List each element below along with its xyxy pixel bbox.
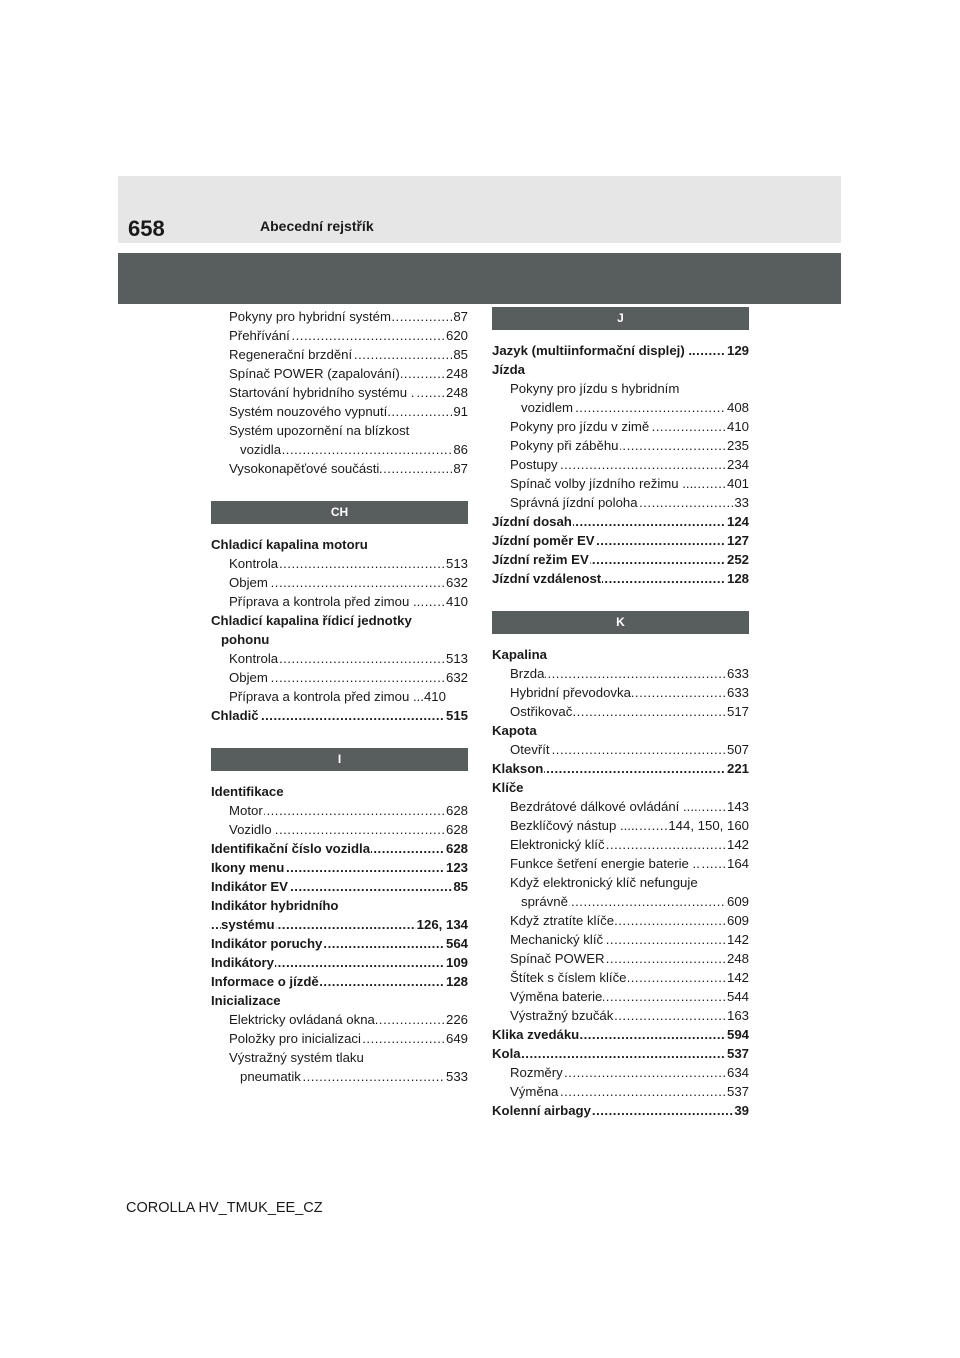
entry-label: Funkce šetření energie baterie .. — [510, 856, 700, 871]
entry-label: Inicializace — [211, 993, 281, 1008]
entry-label: Objem — [229, 575, 268, 590]
index-entry-heading — [492, 531, 749, 550]
entry-page-number: 517 — [726, 704, 749, 719]
entry-page-number: 248 — [445, 366, 468, 381]
index-entry — [492, 949, 749, 968]
entry-label: Kontrola — [229, 556, 279, 571]
spacer — [211, 524, 468, 535]
entry-page-number: 533 — [445, 1069, 468, 1084]
index-entry — [492, 417, 749, 436]
entry-page-number: 109 — [445, 955, 468, 970]
entry-label: Výstražný bzučák — [510, 1008, 614, 1023]
index-entry-heading — [492, 550, 749, 569]
entry-page-number: 33 — [734, 495, 749, 510]
index-column-right — [492, 307, 749, 1120]
index-entry — [211, 820, 468, 839]
header-dark-bar — [118, 253, 841, 304]
entry-page-number: 128 — [726, 571, 749, 586]
entry-label: Ikony menu — [211, 860, 285, 875]
index-entry — [492, 1006, 749, 1025]
index-entry-heading — [211, 934, 468, 953]
index-entry-heading — [492, 1044, 749, 1063]
entry-page-number: 515 — [445, 708, 468, 723]
entry-label: Bezklíčový nástup ..... — [510, 818, 639, 833]
entry-page-number: 248 — [445, 385, 468, 400]
entry-page-number: 507 — [726, 742, 749, 757]
spacer — [492, 330, 749, 341]
entry-label: Indikátor EV — [211, 879, 288, 894]
entry-label: pohonu — [221, 632, 270, 647]
entry-page-number: 128 — [445, 974, 468, 989]
entry-label: Indikátor hybridního — [211, 898, 339, 913]
entry-label: systému — [221, 917, 275, 932]
index-entry — [211, 440, 468, 459]
index-entry — [211, 554, 468, 573]
entry-page-number: 124 — [726, 514, 749, 529]
index-entry — [492, 968, 749, 987]
entry-label: Identifikace — [211, 784, 284, 799]
index-entry — [492, 398, 749, 417]
spacer — [211, 478, 468, 501]
entry-label: Klakson — [492, 761, 544, 776]
index-entry-heading — [492, 360, 749, 379]
index-entry — [211, 915, 468, 934]
index-entry — [211, 459, 468, 478]
entry-label: Elektricky ovládaná okna — [229, 1012, 375, 1027]
entry-page-number: 85 — [453, 347, 468, 362]
entry-label: Elektronický klíč — [510, 837, 605, 852]
entry-page-number: 609 — [726, 913, 749, 928]
entry-label: Mechanický klíč — [510, 932, 604, 947]
index-entry — [211, 364, 468, 383]
index-entry — [492, 379, 749, 398]
index-entry — [492, 892, 749, 911]
index-entry — [492, 1063, 749, 1082]
index-entry-heading — [492, 1025, 749, 1044]
index-entry — [211, 402, 468, 421]
entry-page-number: 87 — [453, 461, 468, 476]
index-entry-heading — [211, 991, 468, 1010]
entry-label: Kapota — [492, 723, 537, 738]
entry-page-number: 129 — [726, 343, 749, 358]
entry-label: Když ztratíte klíče — [510, 913, 615, 928]
entry-label: Klíče — [492, 780, 524, 795]
index-entry — [492, 702, 749, 721]
index-entry-heading — [211, 858, 468, 877]
index-entry — [211, 801, 468, 820]
entry-page-number: 87 — [453, 309, 468, 324]
index-entry-heading — [492, 759, 749, 778]
entry-label: Spínač volby jízdního režimu .... — [510, 476, 697, 491]
entry-label: Bezdrátové dálkové ovládání .... — [510, 799, 698, 814]
entry-label: Chladicí kapalina řídicí jednotky — [211, 613, 412, 628]
entry-page-number: 632 — [445, 575, 468, 590]
entry-label: správně — [521, 894, 568, 909]
index-entry-heading — [492, 645, 749, 664]
entry-page-number: 221 — [726, 761, 749, 776]
entry-page-number: 91 — [453, 404, 468, 419]
index-entry — [492, 911, 749, 930]
entry-page-number: 513 — [445, 556, 468, 571]
entry-page-number: 126, 134 — [416, 917, 468, 932]
entry-label: Rozměry — [510, 1065, 563, 1080]
entry-label: Pokyny pro jízdu v zimě — [510, 419, 650, 434]
spacer — [211, 771, 468, 782]
entry-label: pneumatik — [240, 1069, 301, 1084]
entry-label: Motor — [229, 803, 263, 818]
entry-label: Pokyny pro hybridní systém — [229, 309, 391, 324]
index-entry — [211, 1048, 468, 1067]
index-entry-heading — [492, 512, 749, 531]
entry-page-number: 252 — [726, 552, 749, 567]
index-entry — [211, 1029, 468, 1048]
entry-label: Jízdní režim EV — [492, 552, 589, 567]
entry-page-number: 39 — [734, 1103, 749, 1118]
index-entry — [211, 1010, 468, 1029]
entry-page-number: 410 — [445, 594, 468, 609]
entry-label: Indikátory — [211, 955, 275, 970]
index-entry-heading — [211, 782, 468, 801]
entry-page-number: 564 — [445, 936, 468, 951]
index-entry-heading — [492, 569, 749, 588]
entry-page-number: 226 — [445, 1012, 468, 1027]
page-title: Abecední rejstřík — [260, 218, 374, 234]
index-entry — [492, 816, 749, 835]
index-entry — [492, 835, 749, 854]
index-entry-heading — [211, 896, 468, 915]
entry-label: Pokyny pro jízdu s hybridním — [510, 381, 680, 396]
entry-page-number: 127 — [726, 533, 749, 548]
index-entry — [492, 797, 749, 816]
index-entry — [211, 630, 468, 649]
index-entry — [492, 740, 749, 759]
section-letter-header: CH — [211, 501, 468, 524]
entry-label: Chladič — [211, 708, 259, 723]
index-entry-heading — [211, 953, 468, 972]
entry-label: Postupy — [510, 457, 558, 472]
index-entry — [211, 345, 468, 364]
entry-page-number: 408 — [726, 400, 749, 415]
entry-page-number: 143 — [726, 799, 749, 814]
index-entry — [492, 930, 749, 949]
entry-label: Jízdní poměr EV — [492, 533, 595, 548]
entry-page-number: 410 — [726, 419, 749, 434]
index-entry-heading — [211, 611, 468, 630]
index-column-left — [211, 307, 468, 1086]
entry-label: Informace o jízdě — [211, 974, 319, 989]
spacer — [492, 634, 749, 645]
section-letter-header: I — [211, 748, 468, 771]
entry-label: Štítek s číslem klíče — [510, 970, 627, 985]
entry-label: Indikátor poruchy — [211, 936, 323, 951]
index-entry-heading — [492, 721, 749, 740]
entry-page-number: 649 — [445, 1031, 468, 1046]
entry-label: Ostřikovač — [510, 704, 573, 719]
entry-page-number: 620 — [445, 328, 468, 343]
index-entry — [211, 383, 468, 402]
entry-page-number: 537 — [726, 1084, 749, 1099]
entry-label: Chladicí kapalina motoru — [211, 537, 368, 552]
entry-page-number: 401 — [726, 476, 749, 491]
index-entry — [211, 1067, 468, 1086]
entry-label: Identifikační číslo vozidla — [211, 841, 371, 856]
index-entry — [492, 436, 749, 455]
entry-label: Kola — [492, 1046, 521, 1061]
entry-label: Systém upozornění na blízkost — [229, 423, 410, 438]
entry-label: Výměna baterie — [510, 989, 603, 1004]
entry-label: Správná jízdní poloha — [510, 495, 638, 510]
entry-page-number: 633 — [726, 685, 749, 700]
index-entry — [492, 455, 749, 474]
index-entry-heading — [211, 535, 468, 554]
index-entry — [492, 683, 749, 702]
index-entry — [211, 307, 468, 326]
index-entry — [492, 493, 749, 512]
index-entry — [492, 854, 749, 873]
entry-page-number: 248 — [726, 951, 749, 966]
index-entry — [492, 474, 749, 493]
entry-page-number: 628 — [445, 841, 468, 856]
entry-label: Kolenní airbagy — [492, 1103, 591, 1118]
entry-page-number: 142 — [726, 837, 749, 852]
entry-label: Příprava a kontrola před zimou .. — [229, 594, 421, 609]
spacer — [492, 588, 749, 611]
entry-page-number: 235 — [726, 438, 749, 453]
page-number: 658 — [128, 216, 165, 241]
entry-page-number: 164 — [726, 856, 749, 871]
index-entry — [492, 987, 749, 1006]
entry-label: Regenerační brzdění — [229, 347, 353, 362]
section-letter-header: K — [492, 611, 749, 634]
header-band — [118, 176, 841, 243]
entry-page-number: 142 — [726, 970, 749, 985]
entry-page-number: 594 — [726, 1027, 749, 1042]
entry-page-number: 144, 150, 160 — [668, 818, 749, 833]
entry-page-number: 537 — [726, 1046, 749, 1061]
entry-page-number: 609 — [726, 894, 749, 909]
index-entry — [492, 664, 749, 683]
entry-label: Spínač POWER (zapalování) — [229, 366, 400, 381]
index-entry-heading — [211, 877, 468, 896]
index-entry — [211, 573, 468, 592]
entry-label: Výměna — [510, 1084, 559, 1099]
index-entry-heading — [492, 1101, 749, 1120]
entry-label: Spínač POWER — [510, 951, 605, 966]
entry-page-number: 513 — [445, 651, 468, 666]
index-entry — [211, 668, 468, 687]
entry-label: Příprava a kontrola před zimou ...410 — [229, 689, 446, 704]
entry-page-number: 85 — [453, 879, 468, 894]
index-entry — [492, 1082, 749, 1101]
entry-page-number: 163 — [726, 1008, 749, 1023]
entry-page-number: 628 — [445, 803, 468, 818]
index-entry-heading — [211, 839, 468, 858]
entry-label: Výstražný systém tlaku — [229, 1050, 364, 1065]
entry-label: Otevřít — [510, 742, 550, 757]
entry-label: Jízdní dosah — [492, 514, 572, 529]
index-entry — [211, 326, 468, 345]
entry-label: Jazyk (multiinformační displej) .. — [492, 343, 696, 358]
entry-label: Vysokonapěťové součásti — [229, 461, 380, 476]
entry-label: Jízda — [492, 362, 525, 377]
index-entry — [211, 592, 468, 611]
entry-page-number: 628 — [445, 822, 468, 837]
entry-page-number: 234 — [726, 457, 749, 472]
entry-page-number: 633 — [726, 666, 749, 681]
entry-label: vozidlem — [521, 400, 574, 415]
entry-label: Hybridní převodovka — [510, 685, 631, 700]
index-entry — [211, 649, 468, 668]
entry-label: Přehřívání — [229, 328, 290, 343]
footer-model-code: COROLLA HV_TMUK_EE_CZ — [126, 1200, 323, 1216]
entry-label: Kapalina — [492, 647, 547, 662]
entry-page-number: 634 — [726, 1065, 749, 1080]
entry-label: Když elektronický klíč nefunguje — [510, 875, 698, 890]
index-entry-heading — [492, 341, 749, 360]
entry-label: Jízdní vzdálenost — [492, 571, 602, 586]
entry-label: Pokyny při záběhu — [510, 438, 619, 453]
entry-label: Položky pro inicializaci — [229, 1031, 361, 1046]
entry-label: Klika zvedáku — [492, 1027, 580, 1042]
entry-label: Startování hybridního systému . — [229, 385, 415, 400]
entry-label: Kontrola — [229, 651, 279, 666]
index-entry-heading — [492, 778, 749, 797]
entry-label: Vozidlo — [229, 822, 272, 837]
entry-page-number: 86 — [453, 442, 468, 457]
index-entry — [211, 687, 468, 706]
entry-label: vozidla — [240, 442, 282, 457]
entry-page-number: 142 — [726, 932, 749, 947]
entry-page-number: 123 — [445, 860, 468, 875]
entry-page-number: 632 — [445, 670, 468, 685]
index-entry-heading — [211, 706, 468, 725]
section-letter-header: J — [492, 307, 749, 330]
entry-label: Objem — [229, 670, 268, 685]
entry-label: Brzda — [510, 666, 545, 681]
index-entry-heading — [211, 972, 468, 991]
spacer — [211, 725, 468, 748]
index-entry — [211, 421, 468, 440]
entry-page-number: 544 — [726, 989, 749, 1004]
entry-label: Systém nouzového vypnutí — [229, 404, 388, 419]
index-entry — [492, 873, 749, 892]
